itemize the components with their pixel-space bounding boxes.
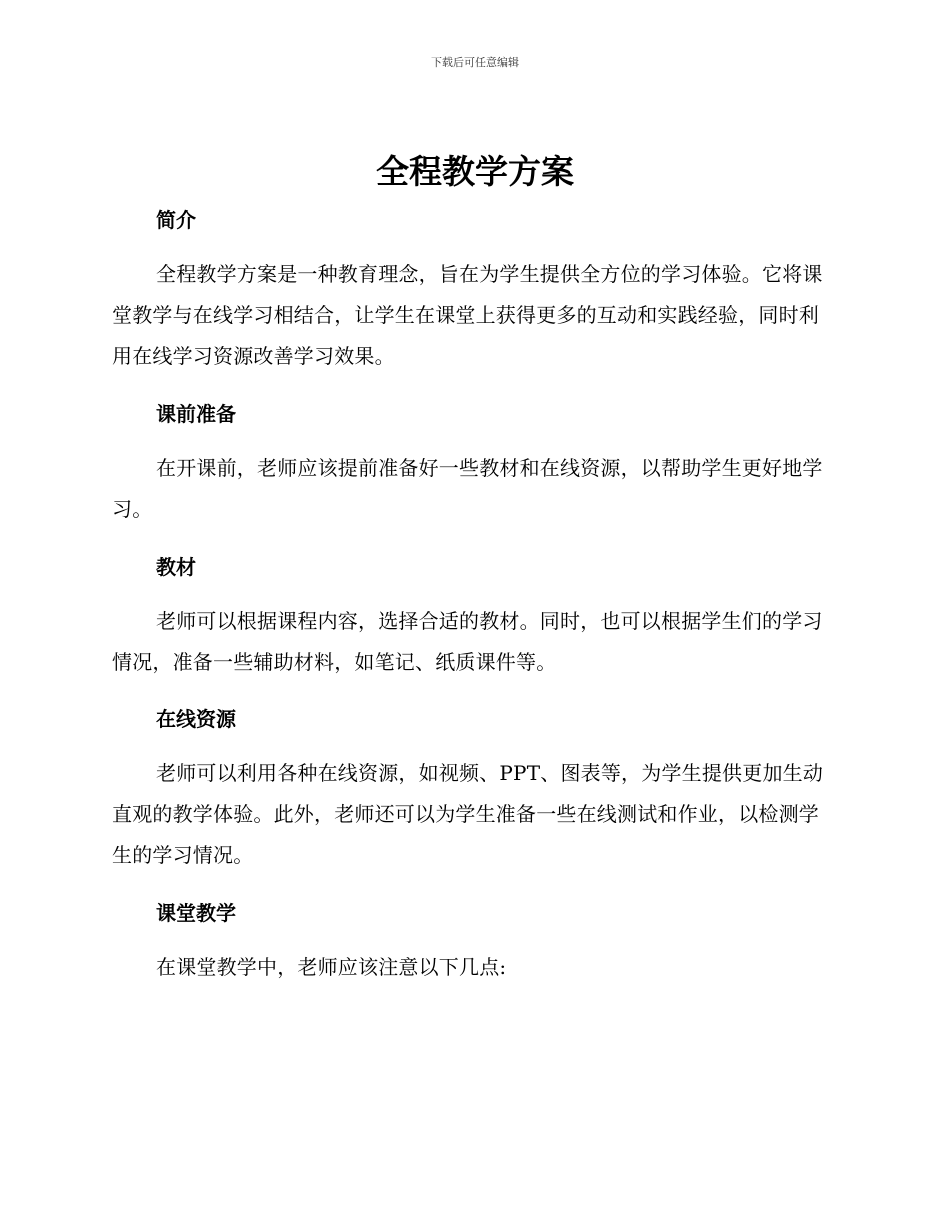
section-paragraph-intro: 全程教学方案是一种教育理念，旨在为学生提供全方位的学习体验。它将课堂教学与在线学习相结合，让学生在课堂上获得更多的互动和实践经验，同时利用在线学习资源改善学习效果。 <box>112 262 823 368</box>
section-heading-preparation: 课前准备 <box>156 402 236 426</box>
section-heading-intro: 简介 <box>156 208 196 232</box>
section-paragraph-preparation: 在开课前，老师应该提前准备好一些教材和在线资源，以帮助学生更好地学习。 <box>112 456 823 521</box>
section-paragraph-materials: 老师可以根据课程内容，选择合适的教材。同时，也可以根据学生们的学习情况，准备一些辅助材料，如笔记、纸质课件等。 <box>112 609 823 674</box>
section-heading-online-resources: 在线资源 <box>156 707 236 731</box>
section-heading-classroom: 课堂教学 <box>156 901 236 925</box>
section-paragraph-online-resources: 老师可以利用各种在线资源，如视频、PPT、图表等，为学生提供更加生动直观的教学体验。此外，老师还可以为学生准备一些在线测试和作业，以检测学生的学习情况。 <box>112 761 824 867</box>
document-title: 全程教学方案 <box>376 152 574 191</box>
header-note: 下载后可任意编辑 <box>431 56 519 69</box>
section-paragraph-classroom: 在课堂教学中，老师应该注意以下几点: <box>156 955 507 979</box>
section-heading-materials: 教材 <box>156 555 196 579</box>
